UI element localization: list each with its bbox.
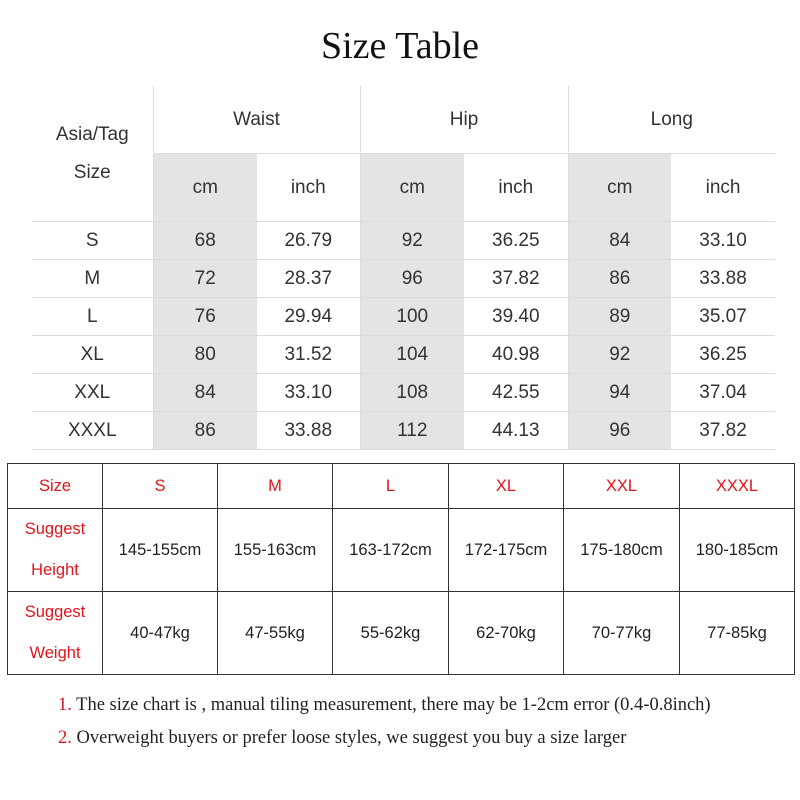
measurement-cell: 36.25: [671, 336, 775, 374]
measurement-cell: 89: [568, 298, 671, 336]
height-cell: 145-155cm: [103, 509, 218, 592]
note-number: 2.: [58, 728, 72, 748]
suggest-height-label: [8, 509, 103, 592]
measurement-cell: 39.40: [464, 298, 568, 336]
measurement-cell: 104: [360, 336, 464, 374]
measurement-cell: 26.79: [257, 222, 360, 260]
size-label-cell: Size: [8, 464, 103, 509]
measurement-cell: 33.88: [671, 260, 775, 298]
note-number: 1.: [58, 695, 72, 715]
weight-cell: 70-77kg: [564, 592, 680, 675]
measurement-cell: 112: [360, 412, 464, 450]
measurement-cell: 36.25: [464, 222, 568, 260]
notes: [58, 689, 788, 755]
measurement-cell: 92: [360, 222, 464, 260]
measurement-cell: 37.82: [464, 260, 568, 298]
table-row: [32, 412, 775, 450]
measurement-cell: 86: [568, 260, 671, 298]
measurement-cell: 33.10: [671, 222, 775, 260]
note-item: [58, 722, 788, 755]
measurement-cell: 86: [153, 412, 257, 450]
size-header-line2: Size: [73, 161, 111, 183]
suggest-height-label-line2: Height: [31, 561, 79, 579]
measurement-cell: 40.98: [464, 336, 568, 374]
note-text: The size chart is , manual tiling measurement, there may be 1-2cm error (0.4-0.8inch): [71, 695, 711, 715]
size-measurement-table: [32, 86, 775, 450]
height-cell: 163-172cm: [333, 509, 449, 592]
table-row: [32, 298, 775, 336]
measurement-cell: 84: [153, 374, 257, 412]
unit-header: inch: [671, 154, 775, 222]
measurement-cell: 44.13: [464, 412, 568, 450]
height-cell: 172-175cm: [449, 509, 564, 592]
size-column-header: [32, 86, 153, 222]
size-header-cell: XL: [449, 464, 564, 509]
group-header-waist: Waist: [153, 86, 360, 154]
size-header-cell: XXXL: [680, 464, 795, 509]
size-header-line1: Asia/Tag: [55, 123, 129, 145]
suggest-height-label-line1: Suggest: [24, 520, 86, 538]
size-cell: XXL: [32, 374, 153, 412]
measurement-cell: 108: [360, 374, 464, 412]
suggest-weight-label-line1: Suggest: [24, 603, 86, 621]
height-cell: 180-185cm: [680, 509, 795, 592]
measurement-cell: 29.94: [257, 298, 360, 336]
weight-cell: 62-70kg: [449, 592, 564, 675]
height-cell: 155-163cm: [218, 509, 333, 592]
measurement-cell: 42.55: [464, 374, 568, 412]
measurement-cell: 72: [153, 260, 257, 298]
size-cell: L: [32, 298, 153, 336]
weight-cell: 47-55kg: [218, 592, 333, 675]
page-title: Size Table: [320, 25, 480, 67]
measurement-cell: 100: [360, 298, 464, 336]
size-header-cell: L: [333, 464, 449, 509]
measurement-cell: 96: [568, 412, 671, 450]
weight-cell: 40-47kg: [103, 592, 218, 675]
size-header-cell: XXL: [564, 464, 680, 509]
measurement-cell: 33.10: [257, 374, 360, 412]
size-cell: M: [32, 260, 153, 298]
size-header-cell: M: [218, 464, 333, 509]
group-header-hip: Hip: [360, 86, 568, 154]
height-cell: 175-180cm: [564, 509, 680, 592]
table-row: [32, 222, 775, 260]
measurement-cell: 80: [153, 336, 257, 374]
measurement-cell: 37.04: [671, 374, 775, 412]
measurement-cell: 33.88: [257, 412, 360, 450]
measurement-cell: 37.82: [671, 412, 775, 450]
unit-header: cm: [568, 154, 671, 222]
suggest-weight-label: [8, 592, 103, 675]
measurement-cell: 31.52: [257, 336, 360, 374]
measurement-cell: 68: [153, 222, 257, 260]
measurement-cell: 94: [568, 374, 671, 412]
suggest-size-table: [7, 463, 795, 675]
weight-cell: 77-85kg: [680, 592, 795, 675]
unit-header: inch: [464, 154, 568, 222]
size-cell: S: [32, 222, 153, 260]
size-cell: XXXL: [32, 412, 153, 450]
size-header-cell: S: [103, 464, 218, 509]
measurement-cell: 84: [568, 222, 671, 260]
group-header-long: Long: [568, 86, 775, 154]
measurement-cell: 92: [568, 336, 671, 374]
unit-header: inch: [257, 154, 360, 222]
table-row: [32, 374, 775, 412]
table-row: [32, 336, 775, 374]
suggest-weight-label-line2: Weight: [29, 644, 81, 662]
weight-cell: 55-62kg: [333, 592, 449, 675]
measurement-cell: 76: [153, 298, 257, 336]
size-cell: XL: [32, 336, 153, 374]
unit-header: cm: [360, 154, 464, 222]
measurement-cell: 96: [360, 260, 464, 298]
measurement-cell: 28.37: [257, 260, 360, 298]
note-text: Overweight buyers or prefer loose styles, we suggest you buy a size larger: [71, 728, 627, 748]
measurement-cell: 35.07: [671, 298, 775, 336]
table-row: [32, 260, 775, 298]
unit-header: cm: [153, 154, 257, 222]
note-item: [58, 689, 788, 722]
